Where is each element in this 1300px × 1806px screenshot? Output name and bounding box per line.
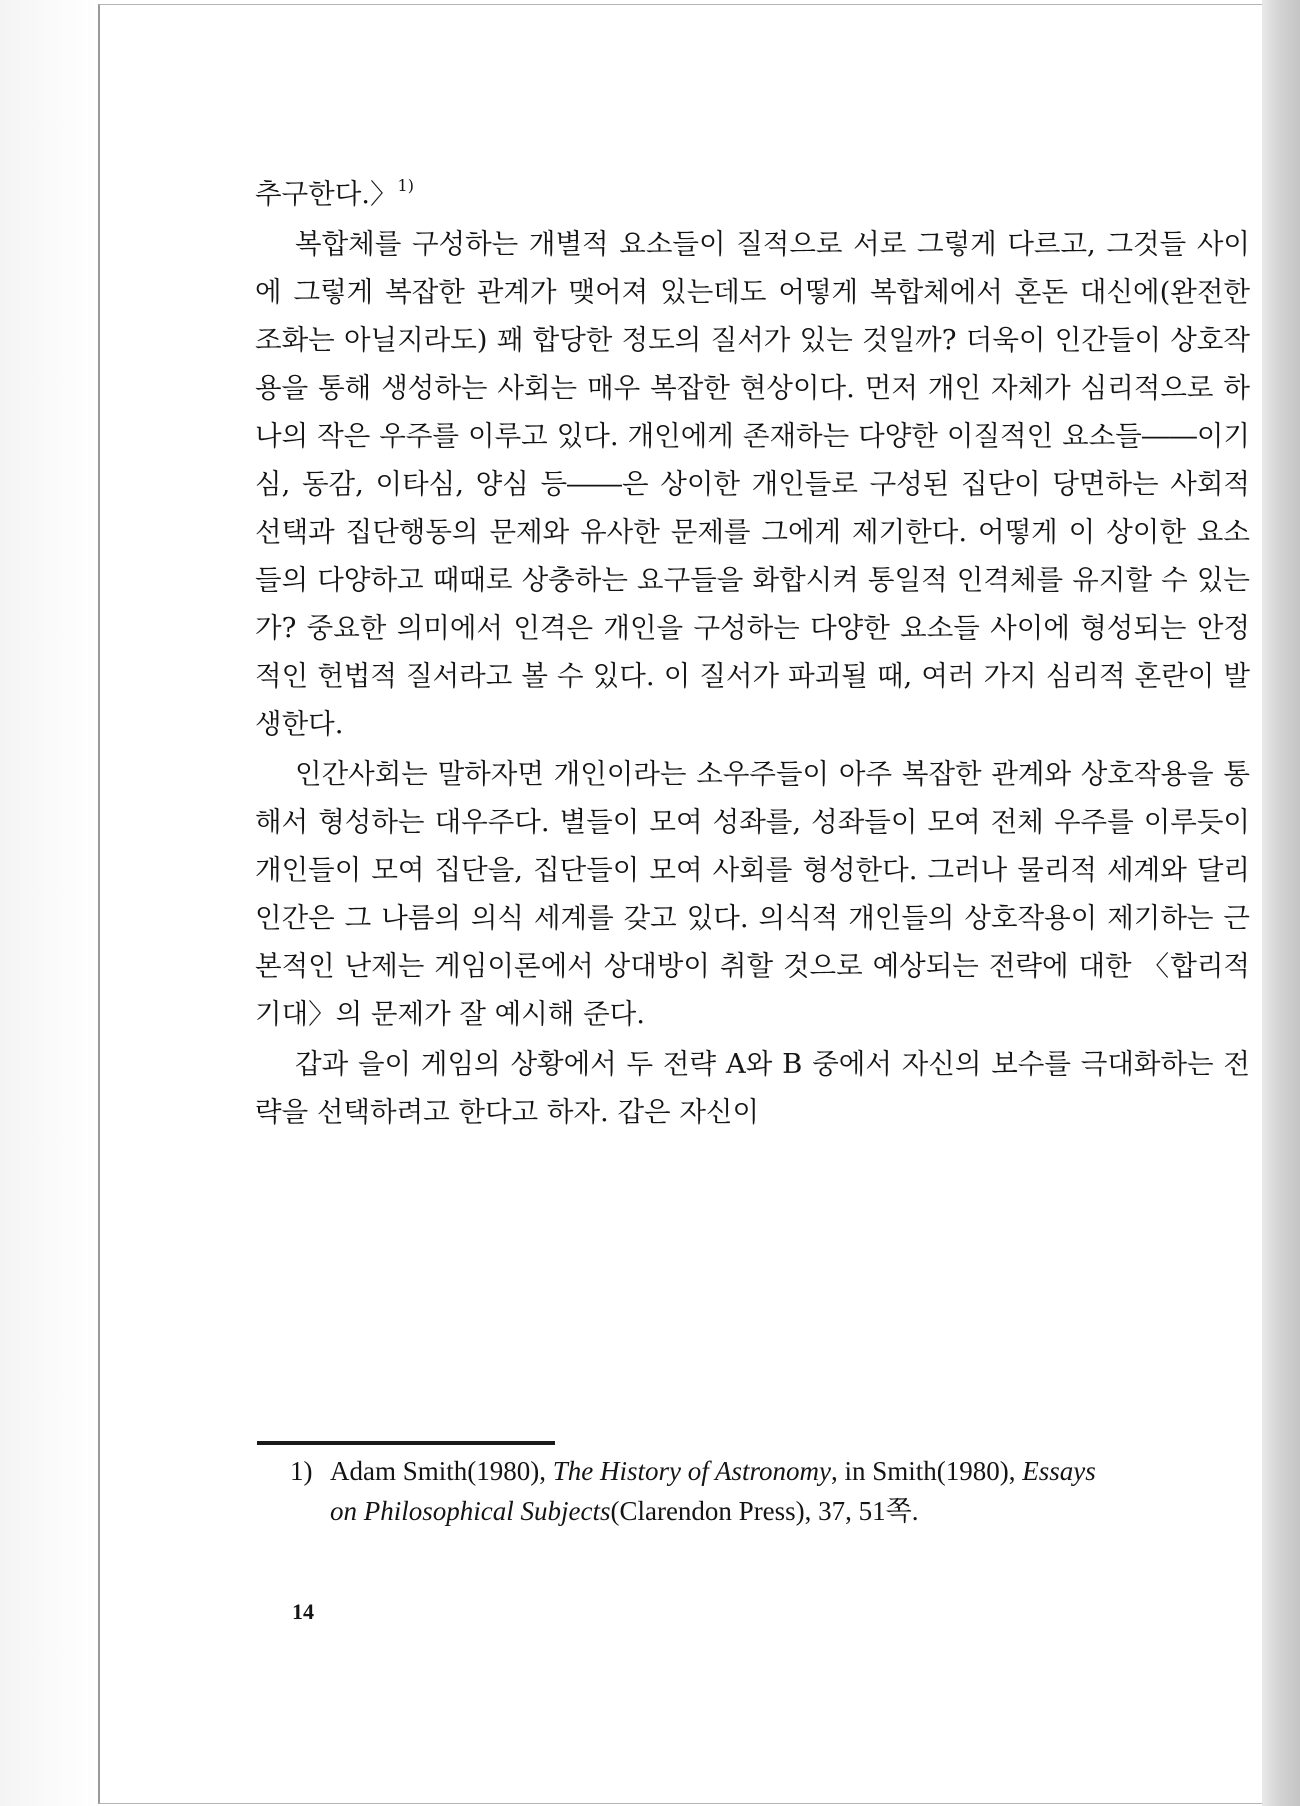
paragraph-text: 추구한다.〉 (255, 178, 398, 210)
footnote-title-2a: Essays (1022, 1456, 1096, 1486)
paragraph: 갑과 을이 게임의 상황에서 두 전략 A와 B 중에서 자신의 보수를 극대화하는 전략을 선택하려고 한다고 하자. 갑은 자신이 (255, 1048, 1250, 1128)
footnote-end: (Clarendon Press), 37, 51쪽. (610, 1496, 919, 1526)
page-number: 14 (292, 1599, 314, 1624)
footnote-title-1: The History of Astronomy (552, 1456, 832, 1486)
footnote-line-1 (330, 1451, 1265, 1491)
footnote-mid: , in Smith(1980), (831, 1456, 1023, 1486)
footnote-number: 1) (290, 1456, 313, 1486)
footnote-reference[interactable]: 1) (397, 176, 414, 195)
footnote-author: Adam Smith(1980), (330, 1456, 553, 1486)
footnote (290, 1451, 1265, 1531)
right-page-edge-shadow (1262, 0, 1300, 1806)
footnote-line-2 (330, 1491, 1265, 1531)
footnote-title-2b: on Philosophical Subjects (330, 1496, 611, 1526)
book-page (98, 4, 1262, 1804)
paragraph: 복합체를 구성하는 개별적 요소들이 질적으로 서로 그렇게 다르고, 그것들 사이에 그렇게 복잡한 관계가 맺어져 있는데도 어떻게 복합체에서 혼돈 대신에(완전한 조화는 아닐지라도) 꽤 합당한 정도의 질서가 있는 것일까? 더욱이 인간들이 상호작용을 통해 생성하는 사회는 매우 복잡한 현상이다. 먼저 개인 자체가 심리적으로 하나의 작은 우주를 이루고 있다. 개인에게 존재하는 다양한 이질적인 요소들――이기심, 동감, 이타심, 양심 등――은 상이한 개인들로 구성된 집단이 당면하는 사회적 선택과 집단행동의 문제와 유사한 문제를 그에게 제기한다. 어떻게 이 상이한 요소들의 다양하고 때때로 상충하는 요구들을 화합시켜 통일적 인격체를 유지할 수 있는가? 중요한 의미에서 인격은 개인을 구성하는 다양한 요소들 사이에 형성되는 안정적인 헌법적 질서라고 볼 수 있다. 이 질서가 파괴될 때, 여러 가지 심리적 혼란이 발생한다. (255, 228, 1250, 740)
paragraph-continuation (255, 170, 1250, 218)
page-body (255, 170, 1250, 1136)
left-margin-shadow (0, 0, 98, 1806)
footnote-divider (257, 1441, 555, 1445)
paragraph: 인간사회는 말하자면 개인이라는 소우주들이 아주 복잡한 관계와 상호작용을 통해서 형성하는 대우주다. 별들이 모여 성좌를, 성좌들이 모여 전체 우주를 이루듯이 개인들이 모여 집단을, 집단들이 모여 사회를 형성한다. 그러나 물리적 세계와 달리 인간은 그 나름의 의식 세계를 갖고 있다. 의식적 개인들의 상호작용이 제기하는 근본적인 난제는 게임이론에서 상대방이 취할 것으로 예상되는 전략에 대한 〈합리적 기대〉의 문제가 잘 예시해 준다. (255, 758, 1250, 1030)
